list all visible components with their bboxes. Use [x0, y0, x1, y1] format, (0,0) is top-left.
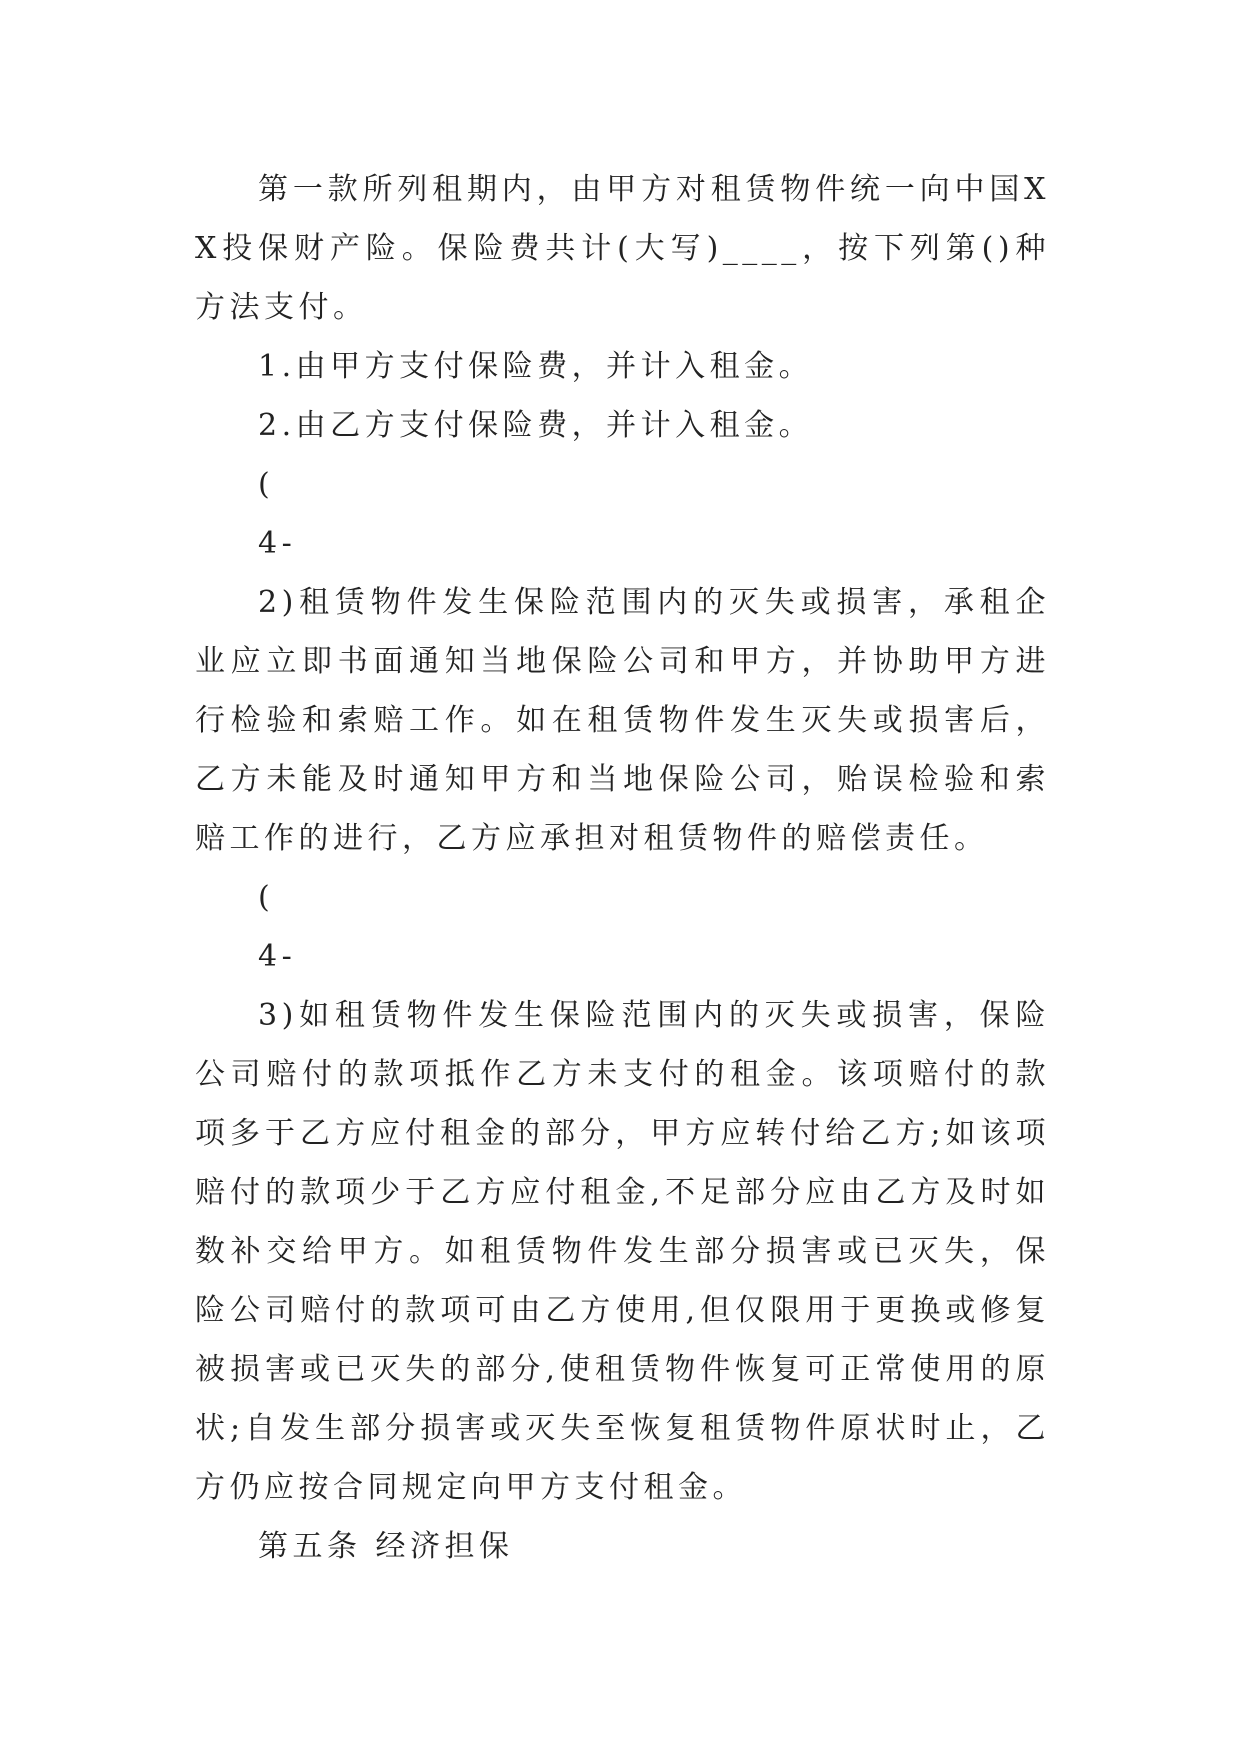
paragraph-clause-4-2: 2)租赁物件发生保险范围内的灭失或损害，承租企业应立即书面通知当地保险公司和甲方，并协助甲方进行检验和索赔工作。如在租赁物件发生灭失或损害后，乙方未能及时通知甲方和当地保险公司，贻误检验和索赔工作的进行，乙方应承担对租赁物件的赔偿责任。 [195, 585, 1050, 856]
paragraph-fragment-number-1: 4- [258, 526, 297, 561]
section-heading-article-5: 第五条 经济担保 [258, 1529, 514, 1564]
paragraph-fragment-number-2: 4- [258, 939, 297, 974]
paragraph-clause-4-3: 3)如租赁物件发生保险范围内的灭失或损害，保险公司赔付的款项抵作乙方未支付的租金。该项赔付的款项多于乙方应付租金的部分，甲方应转付给乙方;如该项赔付的款项少于乙方应付租金,不足部分应由乙方及时如数补交给甲方。如租赁物件发生部分损害或已灭失，保险公司赔付的款项可由乙方使用,但仅限用于更换或修复被损害或已灭失的部分,使租赁物件恢复可正常使用的原状;自发生部分损害或灭失至恢复租赁物件原状时止，乙方仍应按合同规定向甲方支付租金。 [195, 998, 1050, 1505]
paragraph-fragment-paren-2: ( [258, 880, 275, 915]
paragraph-option-2: 2.由乙方支付保险费，并计入租金。 [258, 408, 814, 443]
paragraph-option-1: 1.由甲方支付保险费，并计入租金。 [258, 349, 814, 384]
paragraph-insurance-intro: 第一款所列租期内，由甲方对租赁物件统一向中国XX投保财产险。保险费共计(大写)____，按下列第()种方法支付。 [195, 172, 1050, 325]
paragraph-fragment-paren-1: ( [258, 467, 275, 502]
document-body [195, 160, 1050, 1576]
